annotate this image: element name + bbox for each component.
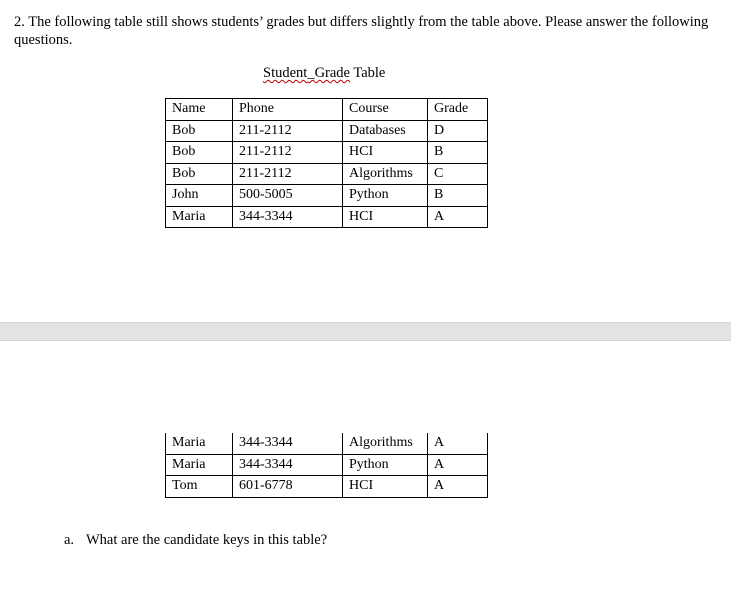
cell-course: HCI: [343, 206, 428, 228]
table-row: [166, 476, 488, 498]
cell-course: HCI: [343, 476, 428, 498]
table-row: [166, 185, 488, 207]
student-grade-table: [165, 98, 488, 228]
table-row: [166, 120, 488, 142]
table-row: [166, 433, 488, 454]
cell-name: Bob: [166, 142, 233, 164]
page-break-gap: [0, 322, 731, 341]
caption-underscore: _: [307, 65, 315, 81]
cell-course: Python: [343, 185, 428, 207]
cell-phone: 211-2112: [233, 163, 343, 185]
cell-grade: A: [428, 433, 488, 454]
cell-phone: 601-6778: [233, 476, 343, 498]
cell-phone: 344-3344: [233, 454, 343, 476]
cell-course: Algorithms: [343, 163, 428, 185]
cell-grade: A: [428, 206, 488, 228]
cell-grade: A: [428, 454, 488, 476]
caption-word-student: Student: [263, 65, 308, 81]
cell-phone: 500-5005: [233, 185, 343, 207]
table-row: [166, 206, 488, 228]
header-phone: Phone: [233, 99, 343, 121]
cell-name: Tom: [166, 476, 233, 498]
cell-grade: B: [428, 142, 488, 164]
cell-phone: 344-3344: [233, 433, 343, 454]
cell-phone: 211-2112: [233, 142, 343, 164]
question-marker: a.: [64, 532, 75, 548]
cell-grade: A: [428, 476, 488, 498]
cell-phone: 344-3344: [233, 206, 343, 228]
student-grade-table-continued: [165, 433, 488, 498]
cell-course: Algorithms: [343, 433, 428, 454]
header-name: Name: [166, 99, 233, 121]
table-row: [166, 142, 488, 164]
cell-course: Databases: [343, 120, 428, 142]
cell-grade: D: [428, 120, 488, 142]
cell-grade: B: [428, 185, 488, 207]
cell-name: Bob: [166, 163, 233, 185]
caption-squiggle-segment: [263, 65, 350, 81]
cell-grade: C: [428, 163, 488, 185]
cell-name: Maria: [166, 206, 233, 228]
cell-course: HCI: [343, 142, 428, 164]
question-a: [64, 532, 327, 549]
table-header-row: [166, 99, 488, 121]
cell-name: Maria: [166, 433, 233, 454]
cell-name: John: [166, 185, 233, 207]
cell-name: Maria: [166, 454, 233, 476]
caption-word-grade: Grade: [314, 65, 350, 81]
question-text: What are the candidate keys in this table?: [86, 532, 328, 548]
cell-course: Python: [343, 454, 428, 476]
table-row: [166, 163, 488, 185]
caption-word-table: Table: [349, 65, 386, 81]
header-grade: Grade: [428, 99, 488, 121]
cell-name: Bob: [166, 120, 233, 142]
header-course: Course: [343, 99, 428, 121]
table-row: [166, 454, 488, 476]
intro-paragraph: 2. The following table still shows students’ grades but differs slightly from the table above. Please answer the following questions.: [14, 14, 709, 48]
cell-phone: 211-2112: [233, 120, 343, 142]
table-caption: [263, 65, 385, 82]
